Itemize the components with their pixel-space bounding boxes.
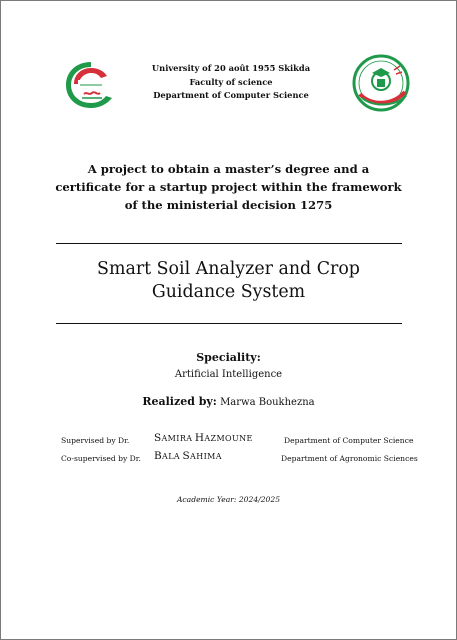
university-name: University of 20 août 1955 Skikda	[151, 63, 311, 73]
faculty-logo-icon	[350, 52, 412, 112]
supervisor-name-initial: S	[154, 432, 162, 444]
speciality-label: Speciality:	[196, 351, 261, 364]
realized-by	[0, 395, 457, 408]
supervisor-surname-rest: AZMOUNE	[204, 434, 253, 443]
co-supervisor-surname-rest: AHIMA	[190, 452, 222, 461]
faculty-name: Faculty of science	[189, 76, 273, 87]
academic-year: Academic Year: 2024/2025	[176, 495, 281, 504]
university-logo-icon	[60, 58, 122, 112]
project-purpose-line: certificate for a startup project within the framework	[55, 180, 402, 194]
co-supervisor-role: Co-supervised by Dr.	[61, 454, 141, 463]
co-supervisor-name-initial: B	[154, 450, 163, 462]
author-name: Marwa Boukhezna	[220, 397, 315, 408]
supervisor-name-rest: AMIRA	[161, 434, 193, 443]
supervisor-name	[154, 432, 253, 444]
co-supervisor-name-rest: ALA	[162, 452, 181, 461]
co-supervisor-surname-initial: S	[182, 450, 191, 462]
co-supervisor-name	[154, 450, 222, 462]
co-supervisor-department: Department of Agronomic Sciences	[281, 454, 418, 463]
project-purpose-line: A project to obtain a master’s degree and a	[87, 162, 370, 176]
realized-by-label: Realized by:	[142, 395, 217, 408]
supervisor-department: Department of Computer Science	[284, 436, 414, 445]
thesis-title	[40, 258, 417, 304]
thesis-title-line: Guidance System	[151, 282, 306, 302]
department-name: Department of Computer Science	[153, 90, 309, 100]
project-purpose	[40, 160, 417, 214]
university-header	[120, 62, 342, 103]
supervisor-surname-initial: H	[194, 432, 205, 444]
project-purpose-line: of the ministerial decision 1275	[124, 198, 333, 212]
title-rule-bottom	[56, 323, 402, 324]
speciality-value: Artificial Intelligence	[174, 369, 283, 380]
thesis-title-line: Smart Soil Analyzer and Crop	[97, 259, 360, 279]
supervisor-role: Supervised by Dr.	[61, 436, 130, 445]
title-rule-top	[56, 243, 402, 244]
